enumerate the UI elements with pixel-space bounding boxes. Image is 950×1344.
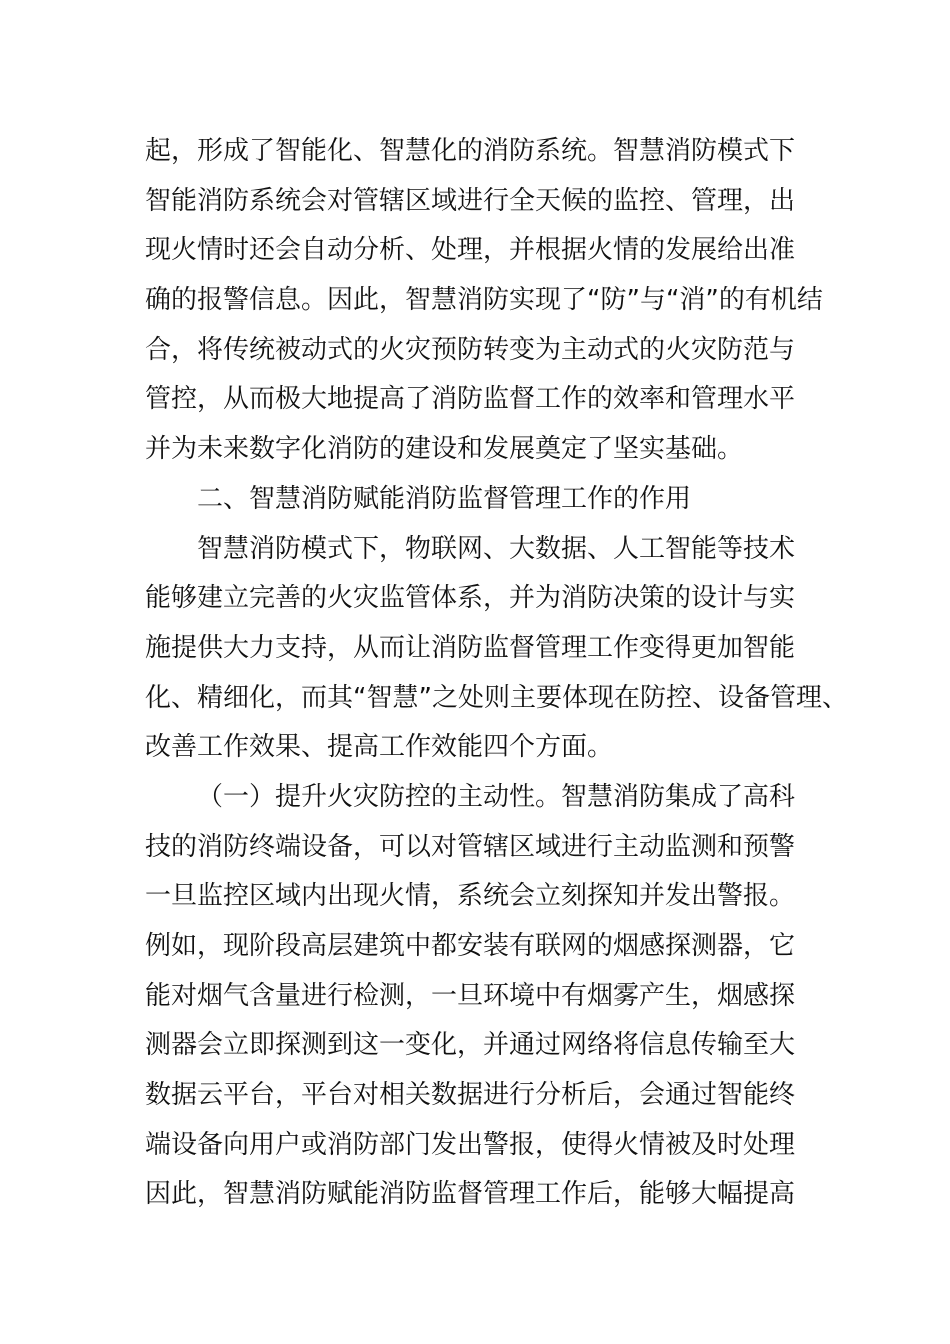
- text-line: 测器会立即探测到这一变化，并通过网络将信息传输至大: [145, 1030, 796, 1061]
- text-line: 数据云平台，平台对相关数据进行分析后，会通过智能终: [145, 1080, 796, 1111]
- text-line: 施提供大力支持，从而让消防监督管理工作变得更加智能: [145, 632, 796, 663]
- section-heading: 二、智慧消防赋能消防监督管理工作的作用: [197, 483, 692, 514]
- text-line: 确的报警信息。因此，智慧消防实现了“防”与“消”的有机结: [145, 285, 823, 316]
- document-body: [145, 127, 848, 1220]
- text-line: 并为未来数字化消防的建设和发展奠定了坚实基础。: [145, 434, 744, 465]
- text-line: 技的消防终端设备，可以对管辖区域进行主动监测和预警: [145, 831, 796, 862]
- text-line: 化、精细化，而其“智慧”之处则主要体现在防控、设备管理、: [145, 682, 848, 713]
- text-line: 智慧消防模式下，物联网、大数据、人工智能等技术: [197, 533, 796, 564]
- text-line: 能够建立完善的火灾监管体系，并为消防决策的设计与实: [145, 583, 796, 614]
- text-line: 起，形成了智能化、智慧化的消防系统。智慧消防模式下: [145, 136, 796, 166]
- text-line: 智能消防系统会对管辖区域进行全天候的监控、管理，出: [145, 185, 796, 216]
- text-line: 改善工作效果、提高工作效能四个方面。: [145, 732, 614, 763]
- text-line: 管控，从而极大地提高了消防监督工作的效率和管理水平: [145, 384, 796, 415]
- text-line: 合，将传统被动式的火灾预防转变为主动式的火灾防范与: [145, 334, 796, 365]
- subsection-line: （一）提升火灾防控的主动性。智慧消防集成了高科: [197, 781, 796, 812]
- text-line: 因此，智慧消防赋能消防监督管理工作后，能够大幅提高: [145, 1179, 796, 1210]
- text-line: 例如，现阶段高层建筑中都安装有联网的烟感探测器，它: [145, 931, 796, 961]
- text-line: 现火情时还会自动分析、处理，并根据火情的发展给出准: [145, 235, 796, 266]
- text-line: 端设备向用户或消防部门发出警报，使得火情被及时处理: [145, 1129, 796, 1160]
- text-line: 能对烟气含量进行检测，一旦环境中有烟雾产生，烟感探: [145, 980, 796, 1011]
- text-line: 一旦监控区域内出现火情，系统会立刻探知并发出警报。: [145, 881, 796, 912]
